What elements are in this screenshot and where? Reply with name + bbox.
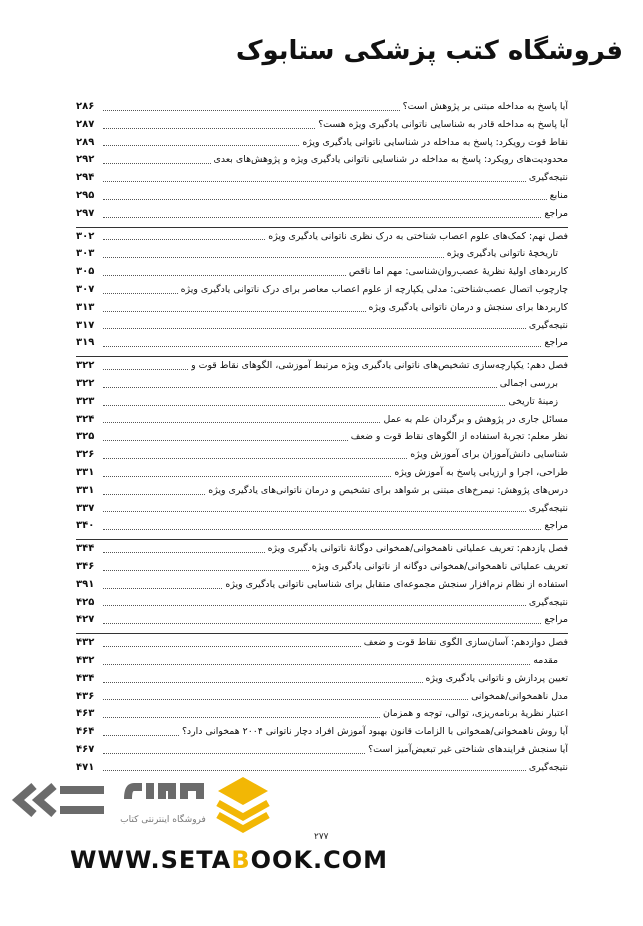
toc-entry[interactable] [76,187,568,205]
dot-leader [103,476,391,477]
toc-entry-title: فصل نهم: کمک‌های علوم اعصاب شناختی به درک نظری ناتوانی یادگیری ویژه [268,230,568,242]
toc-entry[interactable] [76,517,568,535]
toc-entry[interactable] [76,558,568,576]
website-url[interactable]: WWW.SETABOOK.COM [70,846,389,874]
toc-entry-title: تعیین پردازش و ناتوانی یادگیری ویژه [425,672,568,684]
dot-leader [103,664,530,665]
toc-entry-title: نتیجه‌گیری [528,172,568,184]
toc-entry-title: آیا روش ناهمخوانی/همخوانی با الزامات قانون بهبود آموزش افراد دچار ناتوانی ۲۰۰۴ همخوانی دارد؟ [181,726,568,738]
toc-entry-title: منابع [549,189,568,201]
toc-entry-page: ۳۲۳ [76,395,95,407]
toc-entry[interactable] [76,299,568,317]
toc-entry-title: کاربردهای اولیهٔ نظریهٔ عصب‌روان‌شناسی: مهم اما ناقص [348,266,568,278]
toc-entry-title: بررسی اجمالی [499,377,558,389]
dot-leader [103,682,423,683]
toc-entry-page: ۴۳۲ [76,654,95,666]
toc-entry-page: ۲۸۹ [76,136,95,148]
toc-entry-page: ۴۳۴ [76,672,95,684]
toc-entry[interactable] [76,393,568,411]
toc-entry-page: ۳۲۵ [76,431,95,443]
dot-leader [103,717,380,718]
table-of-contents [76,98,568,776]
toc-entry-title: آیا پاسخ به مداخله مبتنی بر پژوهش است؟ [402,101,568,112]
shield-logo-icon [212,773,274,833]
toc-entry-title: چارچوب اتصال عصب‌شناختی: مدلی یکپارچه از علوم اعصاب معاصر برای درک ناتوانی یادگیری ویژه [180,283,568,295]
page-number: ۲۷۷ [314,832,329,842]
toc-entry-title: مراجع [544,337,568,349]
dot-leader [103,163,211,164]
toc-entry-page: ۳۱۳ [76,301,95,313]
toc-entry[interactable] [76,741,568,759]
toc-entry[interactable] [76,482,568,500]
toc-entry-title: مراجع [544,614,568,626]
dot-leader [103,257,444,258]
toc-entry-title: نتیجه‌گیری [528,596,568,608]
dot-leader [103,770,526,771]
toc-entry-page: ۳۳۱ [76,466,95,478]
toc-entry-title: کاربردها برای سنجش و درمان ناتوانی یادگیری ویژه [368,301,568,313]
toc-entry[interactable] [76,688,568,706]
toc-entry[interactable] [76,611,568,629]
toc-entry[interactable] [76,411,568,429]
toc-entry-title: مراجع [544,520,568,532]
toc-entry-page: ۳۲۶ [76,449,95,461]
toc-entry[interactable] [76,334,568,352]
dot-leader [103,699,468,700]
dot-leader [103,387,497,388]
toc-entry[interactable] [76,576,568,594]
toc-entry[interactable] [76,263,568,281]
dot-leader [103,605,526,606]
toc-entry[interactable] [76,634,568,652]
dot-leader [103,529,541,530]
toc-entry-title: فصل دوازدهم: آسان‌سازی الگوی نقاط قوت و ضعف [363,637,568,649]
dot-leader [103,623,541,624]
toc-entry-title: زمینهٔ تاریخی [508,395,558,407]
dot-leader [103,199,547,200]
dot-leader [103,552,265,553]
toc-entry[interactable] [76,500,568,518]
toc-entry-page: ۴۶۴ [76,726,95,738]
toc-entry-page: ۲۸۶ [76,101,95,112]
dot-leader [103,753,365,754]
dot-leader [103,511,526,512]
toc-entry-title: اعتبار نظریهٔ برنامه‌ریزی، توالی، توجه و همزمان [382,708,568,720]
toc-entry-page: ۴۳۲ [76,637,95,649]
toc-entry-title: نتیجه‌گیری [528,319,568,331]
toc-entry-title: تعریف عملیاتی ناهمخوانی/همخوانی دوگانه از ناتوانی یادگیری ویژه [311,560,568,572]
toc-entry-title: آیا پاسخ به مداخله قادر به شناسایی ناتوانی یادگیری ویژه هست؟ [318,118,568,130]
dot-leader [103,239,265,240]
toc-entry[interactable] [76,116,568,134]
toc-entry-page: ۳۴۴ [76,543,95,555]
dot-leader [103,293,178,294]
toc-entry-page: ۳۴۰ [76,520,95,532]
toc-entry-page: ۳۲۴ [76,413,95,425]
dot-leader [103,646,361,647]
dot-leader [103,405,505,406]
toc-entry-page: ۳۱۹ [76,337,95,349]
dot-leader [103,311,366,312]
toc-entry-title: نظر معلم: تجربهٔ استفاده از الگوهای نقاط قوت و ضعف [350,431,568,443]
dot-leader [103,145,299,146]
toc-entry[interactable] [76,594,568,612]
dot-leader [103,440,348,441]
dot-leader [103,110,400,111]
toc-entry-page: ۲۹۴ [76,172,95,184]
toc-entry-page: ۳۰۵ [76,266,95,278]
toc-entry[interactable] [76,228,568,246]
seta-wordmark-icon [120,777,210,805]
toc-entry-page: ۲۸۷ [76,118,95,130]
toc-entry[interactable] [76,98,568,116]
toc-entry-title: نتیجه‌گیری [528,502,568,514]
toc-entry-page: ۴۲۵ [76,596,95,608]
toc-entry-page: ۳۰۳ [76,248,95,260]
toc-entry-page: ۳۳۷ [76,502,95,514]
toc-entry-page: ۴۳۶ [76,690,95,702]
toc-entry-page: ۳۳۱ [76,484,95,496]
dot-leader [103,458,407,459]
toc-entry-title: استفاده از نظام نرم‌افزار سنجش مجموعه‌ای متقابل برای شناسایی ناتوانی یادگیری ویژه [225,578,568,590]
toc-entry-title: درس‌های پژوهش: نیمرخ‌های مبتنی بر شواهد برای تشخیص و درمان ناتوانی‌های یادگیری ویژه [208,484,568,496]
toc-entry-title: محدودیت‌های رویکرد: پاسخ به مداخله در شناسایی ناتوانی یادگیری ویژه و پژوهش‌های بعدی [213,154,568,166]
toc-entry[interactable] [76,281,568,299]
toc-entry-page: ۴۶۳ [76,708,95,720]
dot-leader [103,588,222,589]
toc-entry[interactable] [76,723,568,741]
toc-entry-title: نتیجه‌گیری [528,761,568,773]
toc-entry[interactable] [76,375,568,393]
toc-entry[interactable] [76,670,568,688]
toc-entry-page: ۳۲۲ [76,360,95,372]
toc-entry-title: طراحی، اجرا و ارزیابی پاسخ به آموزش ویژه [394,466,568,478]
toc-entry-page: ۲۹۵ [76,189,95,201]
dot-leader [103,275,346,276]
toc-entry[interactable] [76,169,568,187]
dot-leader [103,346,541,347]
dot-leader [103,328,526,329]
toc-entry-page: ۳۴۶ [76,560,95,572]
toc-entry-title: فصل دهم: یکپارچه‌سازی تشخیص‌های ناتوانی یادگیری ویژه مرتبط آموزشی، الگوهای نقاط قوت و [191,360,568,372]
dot-leader [103,494,205,495]
toc-entry-title: مسائل جاری در پژوهش و برگردان علم به عمل [383,413,568,425]
toc-entry-title: مدل ناهمخوانی/همخوانی [471,690,568,702]
chevron-logo-icon [8,780,108,820]
toc-entry-title: نقاط قوت رویکرد: پاسخ به مداخله در شناسایی ناتوانی یادگیری ویژه [302,136,568,148]
toc-entry-page: ۳۹۱ [76,578,95,590]
toc-entry-page: ۳۱۷ [76,319,95,331]
toc-entry[interactable] [76,317,568,335]
toc-entry-page: ۴۶۷ [76,743,95,755]
dot-leader [103,128,315,129]
dot-leader [103,181,526,182]
toc-entry[interactable] [76,245,568,263]
toc-entry-title: تاریخچهٔ ناتوانی یادگیری ویژه [446,248,558,260]
toc-entry[interactable] [76,205,568,223]
toc-entry[interactable] [76,428,568,446]
toc-entry-page: ۲۹۲ [76,154,95,166]
toc-entry[interactable] [76,705,568,723]
toc-entry[interactable] [76,446,568,464]
toc-entry-page: ۲۹۷ [76,207,95,219]
dot-leader [103,735,179,736]
toc-entry-page: ۴۷۱ [76,761,95,773]
toc-entry-page: ۳۰۷ [76,283,95,295]
store-title: فروشگاه کتب پزشکی ستابوک [235,36,623,66]
dot-leader [103,217,541,218]
toc-entry-page: ۴۲۷ [76,614,95,626]
toc-entry-title: مراجع [544,207,568,219]
toc-entry-page: ۳۲۲ [76,377,95,389]
logo-tagline: فروشگاه اینترنتی کتاب [120,815,206,825]
toc-entry[interactable] [76,759,568,777]
toc-entry[interactable] [76,540,568,558]
toc-entry[interactable] [76,134,568,152]
toc-entry-title: مقدمه [533,654,558,666]
toc-entry-page: ۳۰۲ [76,230,95,242]
toc-entry[interactable] [76,652,568,670]
toc-entry-title: فصل یازدهم: تعریف عملیاتی ناهمخوانی/همخوانی دوگانهٔ ناتوانی یادگیری ویژه [267,543,568,555]
toc-entry[interactable] [76,464,568,482]
toc-entry[interactable] [76,357,568,375]
dot-leader [103,369,188,370]
dot-leader [103,422,380,423]
dot-leader [103,570,309,571]
toc-entry[interactable] [76,151,568,169]
toc-entry-title: آیا سنجش فرایندهای شناختی غیر تبعیض‌آمیز است؟ [368,743,568,755]
toc-entry-title: شناسایی دانش‌آموزان برای آموزش ویژه [410,449,568,461]
